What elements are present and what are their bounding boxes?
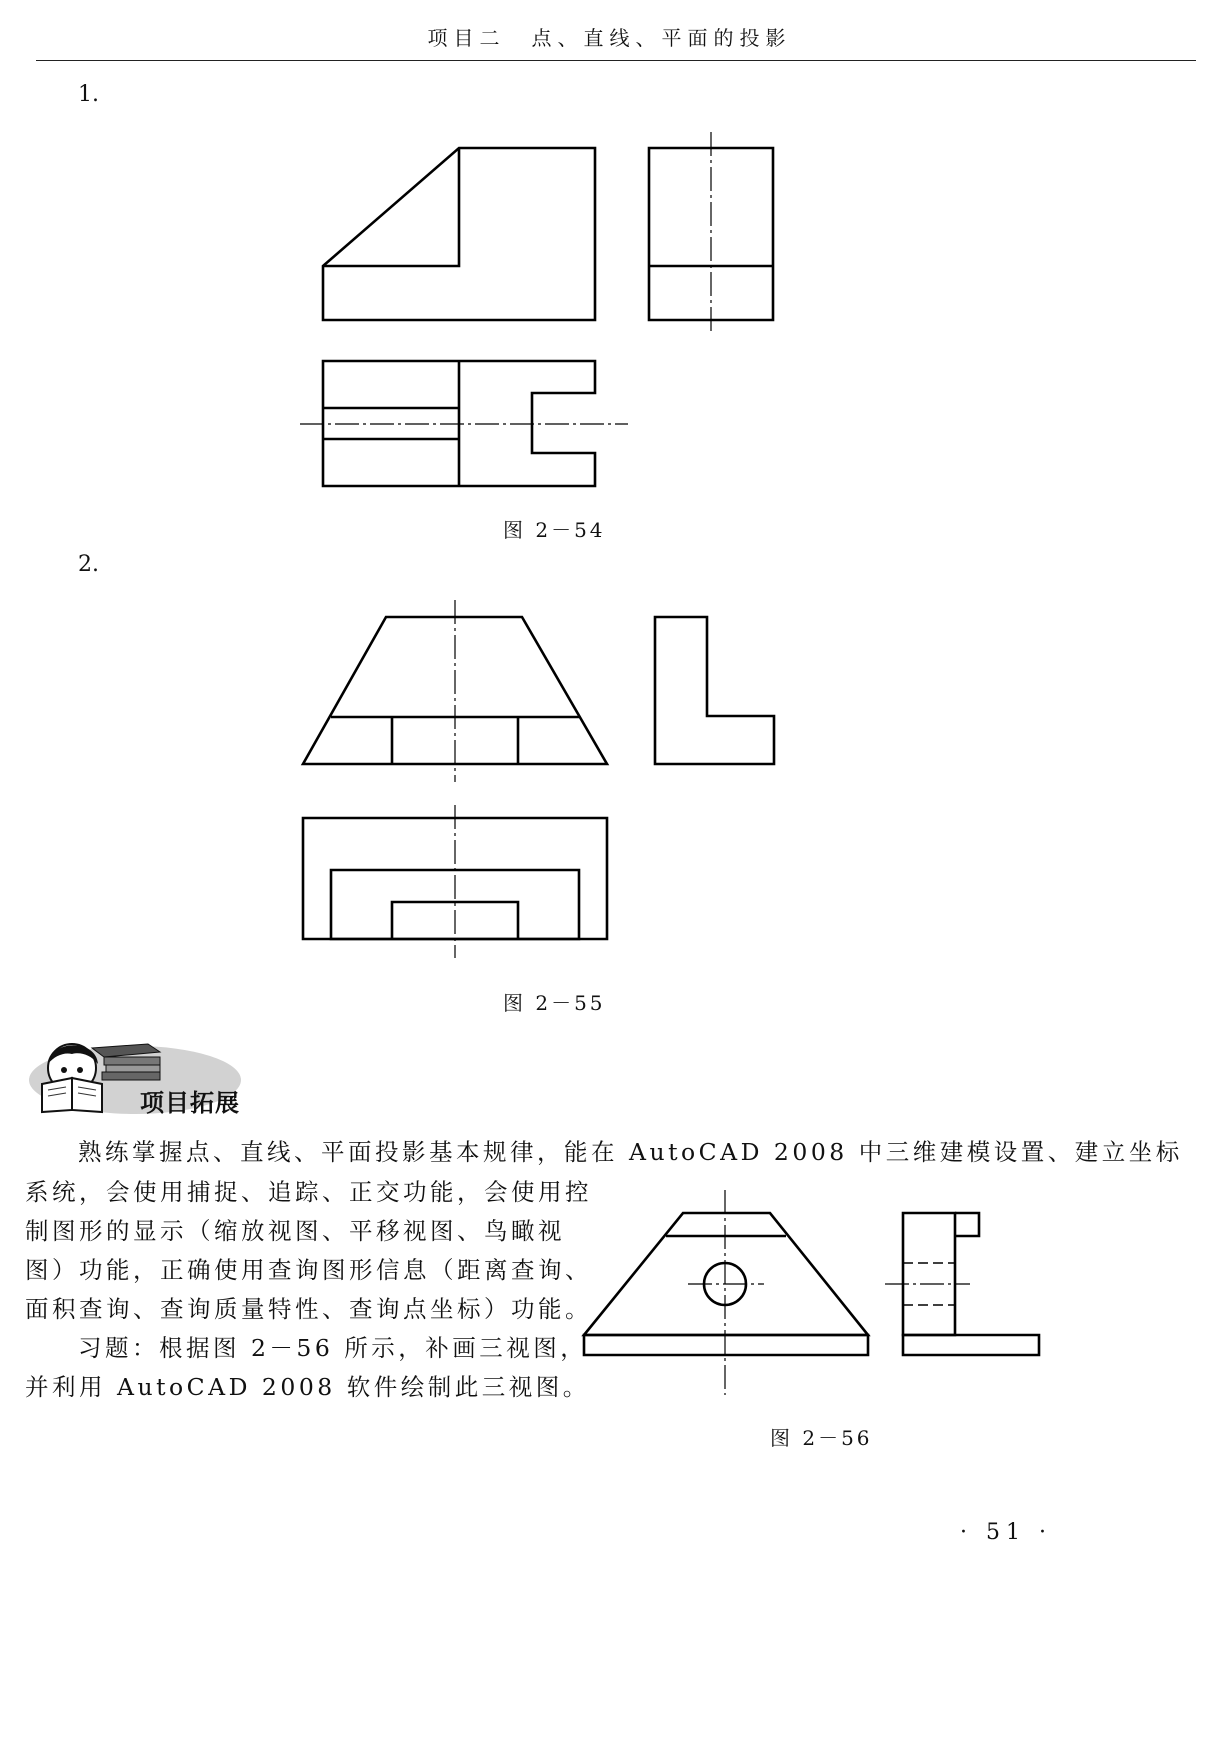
running-header: 项目二 点、直线、平面的投影 [427, 26, 792, 50]
fig56-side-upright [903, 1213, 955, 1335]
expansion-paragraph-line-2: 系统，会使用捕捉、追踪、正交功能，会使用控 [25, 1178, 592, 1206]
expansion-paragraph-line-3: 制图形的显示（缩放视图、平移视图、鸟瞰视 [25, 1217, 565, 1245]
fig56-side-top-step [955, 1213, 979, 1236]
figure-2-56-caption: 图 2－56 [770, 1426, 873, 1450]
exercise-prompt-line-2: 并利用 AutoCAD 2008 软件绘制此三视图。 [25, 1373, 590, 1401]
figure-2-54-caption: 图 2－54 [503, 518, 606, 542]
expansion-paragraph-line-1: 熟练掌握点、直线、平面投影基本规律，能在 AutoCAD 2008 中三维建模设置、建立坐标 [78, 1138, 1183, 1166]
expansion-paragraph-line-5: 面积查询、查询质量特性、查询点坐标）功能。 [25, 1295, 592, 1323]
exercise-2-number: 2. [78, 552, 99, 577]
exercise-1-number: 1. [78, 82, 99, 107]
section-title: 项目拓展 [140, 1089, 240, 1117]
expansion-paragraph-line-4: 图）功能，正确使用查询图形信息（距离查询、 [25, 1256, 592, 1284]
fig56-front-trapezoid [584, 1213, 868, 1335]
page-number: · 51 · [960, 1520, 1052, 1545]
exercise-prompt-line-1: 习题：根据图 2－56 所示，补画三视图， [78, 1334, 588, 1362]
figure-2-55-caption: 图 2－55 [503, 991, 606, 1015]
fig56-front-base [584, 1335, 868, 1355]
fig56-side-base [903, 1335, 1039, 1355]
